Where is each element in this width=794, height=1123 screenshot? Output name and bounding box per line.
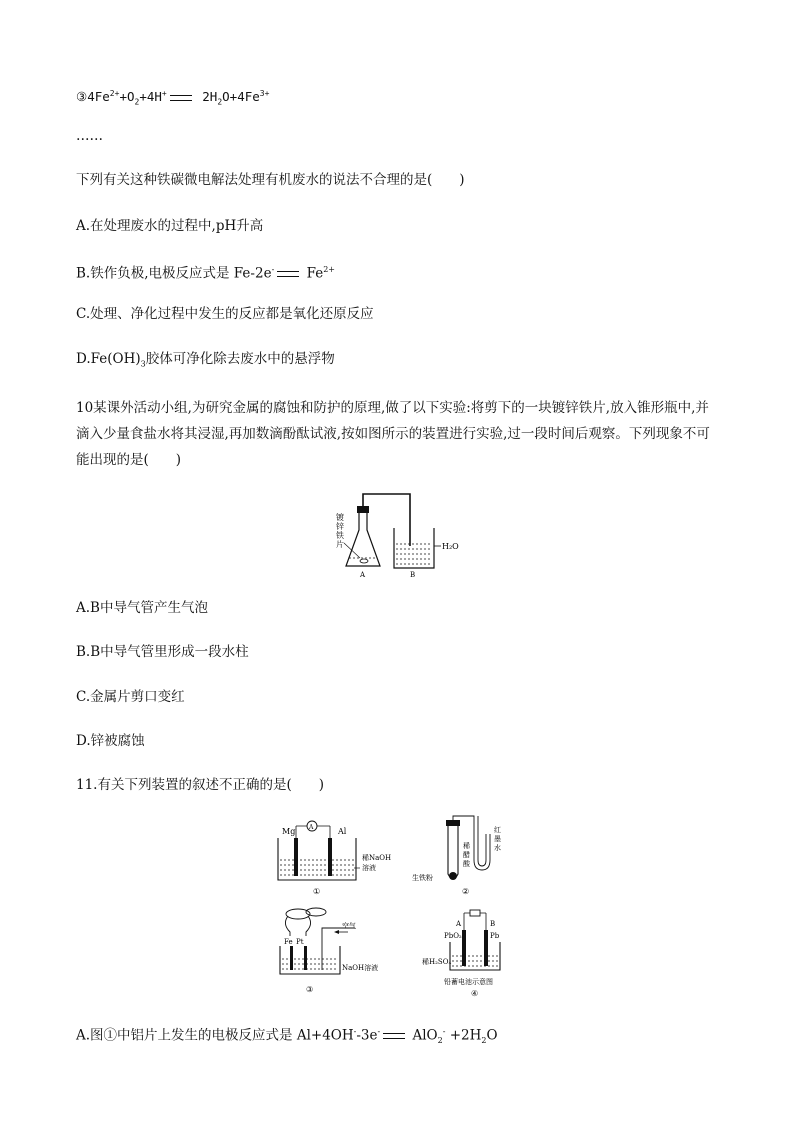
d1-ammeter: A [309,824,314,831]
d2-num: ② [462,887,470,896]
d3-air: 空气 [342,922,356,930]
q9-option-b: B.铁作负极,电极反应式是 Fe-2e- $Fe^{2+}$ [76,265,335,282]
q10-option-a: A.B中导气管产生气泡 [76,600,208,616]
equation-3: $③4Fe^{2+}+O_2+4H^+$ $2H_2O+4Fe^{3+}$ [76,89,270,107]
d2-ink2: 墨 [494,835,501,843]
label-a: A [360,571,366,579]
q10-option-b: B.B中导气管里形成一段水柱 [76,644,249,660]
label-left-4: 片 [336,540,344,549]
q10-option-d: D.锌被腐蚀 [76,733,145,749]
label-b: B [410,571,416,579]
q9-option-a: A.在处理废水的过程中,pH升高 [76,218,264,234]
q10-apparatus-figure [330,486,470,582]
d1-num: ① [313,887,321,896]
d1-al: Al [338,827,347,836]
q9-option-d: $D.Fe(OH)_3$胶体可净化除去废水中的悬浮物 [76,351,335,369]
device-3 [280,908,378,994]
d2-acid1: 稀 [463,842,470,850]
equals-sign [383,1033,405,1039]
d4-b: B [490,920,496,928]
ellipsis: …… [76,128,103,144]
d4-pb: Pb [490,932,500,940]
d3-sol: NaOH溶液 [342,964,379,972]
d4-pbo2: PbO₂ [444,932,462,940]
q11-stem: 11.有关下列装置的叙述不正确的是( ) [76,777,325,793]
d2-acid3: 酸 [463,860,470,868]
d4-a: A [456,920,462,928]
d3-fe: Fe [284,938,293,946]
d4-num: ④ [471,989,479,998]
q11-apparatus-figure [268,814,528,1000]
label-h2o: H₂O [442,542,459,551]
device-2 [412,816,501,896]
label-left-2: 锌 [336,522,344,531]
d2-ink1: 红 [494,826,501,834]
label-left-1: 镀 [336,513,344,522]
d1-sol1: 稀NaOH [362,854,392,862]
d3-pt: Pt [296,938,304,946]
d4-caption: 铅蓄电池示意图 [444,978,493,986]
q11-option-a: A.图①中铝片上发生的电极反应式是 Al+4OH--3e- $AlO_2^- +2H_2O$ [76,1027,498,1046]
d4-h2so4: 稀H₂SO₄ [422,958,452,966]
q10-stem: 10某课外活动小组,为研究金属的腐蚀和防护的原理,做了以下实验:将剪下的一块镀锌铁片,放入锥形瓶中,并滴入少量食盐水将其浸湿,再加数滴酚酞试液,按如图所示的装置进行实验,过一段时间后观察。下列现象不可能出现的是( ) [76,400,710,468]
d1-mg: Mg [282,827,296,836]
device-4 [422,910,500,998]
equals-sign [277,271,299,277]
q9-option-c: C.处理、净化过程中发生的反应都是氧化还原反应 [76,306,374,322]
d3-num: ③ [306,985,314,994]
d2-powder: 生铁粉 [412,874,433,882]
label-left-3: 铁 [336,531,344,540]
q9-stem: 下列有关这种铁碳微电解法处理有机废水的说法不合理的是( ) [76,172,465,188]
device-1 [278,821,391,896]
equals-sign [170,95,192,101]
d2-acid2: 醋 [463,851,470,859]
q10-option-c: C.金属片剪口变红 [76,689,185,705]
d1-sol2: 溶液 [362,864,376,872]
d2-ink3: 水 [494,844,501,852]
